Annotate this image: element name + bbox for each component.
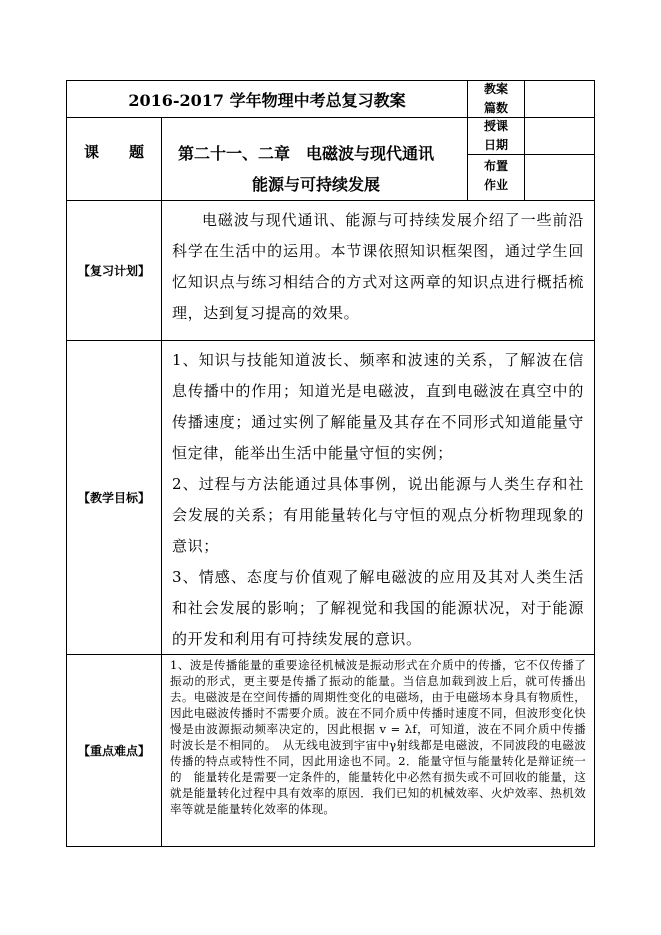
objectives-content-cell xyxy=(161,340,595,655)
review-plan-label-cell xyxy=(66,200,162,341)
lesson-count-label: 教案篇数 xyxy=(483,82,508,115)
lesson-count-label-cell xyxy=(467,80,525,118)
topic-label-cell xyxy=(66,117,162,201)
key-points-text: 1、波是传播能量的重要途径机械波是振动形式在介质中的传播，它不仅传播了振动的形式，更主要是传播了振动的能量。当信息加载到波上后，就可传播出去。电磁波是在空间传播的周期性变化的电磁场，由于电磁场本身具有物质性，因此电磁波传播时不需要介质。波在不同介质中传播时速度不同，但波形变化快慢是由波源振动频率决定的，因此根据 v = λf，可知道，波在不同介质中传播时波长是不相同的。 从无线电波到宇宙中γ射线都是电磁波，不同波段的电磁波传播的特点或特性不同，因此用途也不同。2．能量守恒与能量转化是辩证统一的 能量转化是需要一定条件的，能量转化中必然有损失或不可回收的能量，这就是能量转化过程中具有效率的原因．我们已知的机械效率、火炉效率、热机效率等就是能量转化效率的体现。 xyxy=(170,658,586,816)
objective-item-3: 3、情感、态度与价值观了解电磁波的应用及其对人类生活和社会发展的影响；了解视觉和我国的能源状况，对于能源的开发和利用有可持续发展的意识。 xyxy=(172,568,584,648)
teach-date-label-cell xyxy=(467,117,525,155)
objective-item-1: 1、知识与技能知道波长、频率和波速的关系，了解波在信息传播中的作用；知道光是电磁波，直到电磁波在真空中的传播速度；通过实例了解能量及其存在不同形式知道能量守恒定律，能举出生活中能量守恒的实例； xyxy=(172,351,584,462)
topic-title-cell xyxy=(161,117,468,201)
topic-label: 课 题 xyxy=(83,143,144,161)
review-plan-content-cell xyxy=(161,200,595,341)
objectives-label: 【教学目标】 xyxy=(77,491,150,505)
topic-title-line2: 能源与可持续发展 xyxy=(252,175,381,194)
key-points-label-cell xyxy=(66,654,162,847)
topic-title-line1: 第二十一、二章 电磁波与现代通讯 xyxy=(178,144,435,163)
key-points-content-cell xyxy=(161,654,595,847)
homework-label-cell xyxy=(467,154,525,201)
header-title-cell xyxy=(66,80,468,118)
page-title: 2016-2017 学年物理中考总复习教案 xyxy=(128,90,406,110)
lesson-count-value-cell xyxy=(524,80,595,118)
homework-label: 布置作业 xyxy=(483,159,508,192)
teach-date-label: 授课日期 xyxy=(483,119,508,152)
review-plan-text: 电磁波与现代通讯、能源与可持续发展介绍了一些前沿科学在生活中的运用。本节课依照知识框架图，通过学生回忆知识点与练习相结合的方式对这两章的知识点进行概括梳理，达到复习提高的效果。 xyxy=(172,211,584,322)
objectives-label-cell xyxy=(66,340,162,655)
teach-date-value-cell xyxy=(524,117,595,155)
objective-item-2: 2、过程与方法能通过具体事例，说出能源与人类生存和社会发展的关系；有用能量转化与守恒的观点分析物理现象的意识； xyxy=(172,475,584,555)
review-plan-label: 【复习计划】 xyxy=(77,264,150,278)
key-points-label: 【重点难点】 xyxy=(77,744,150,758)
homework-value-cell xyxy=(524,154,595,201)
